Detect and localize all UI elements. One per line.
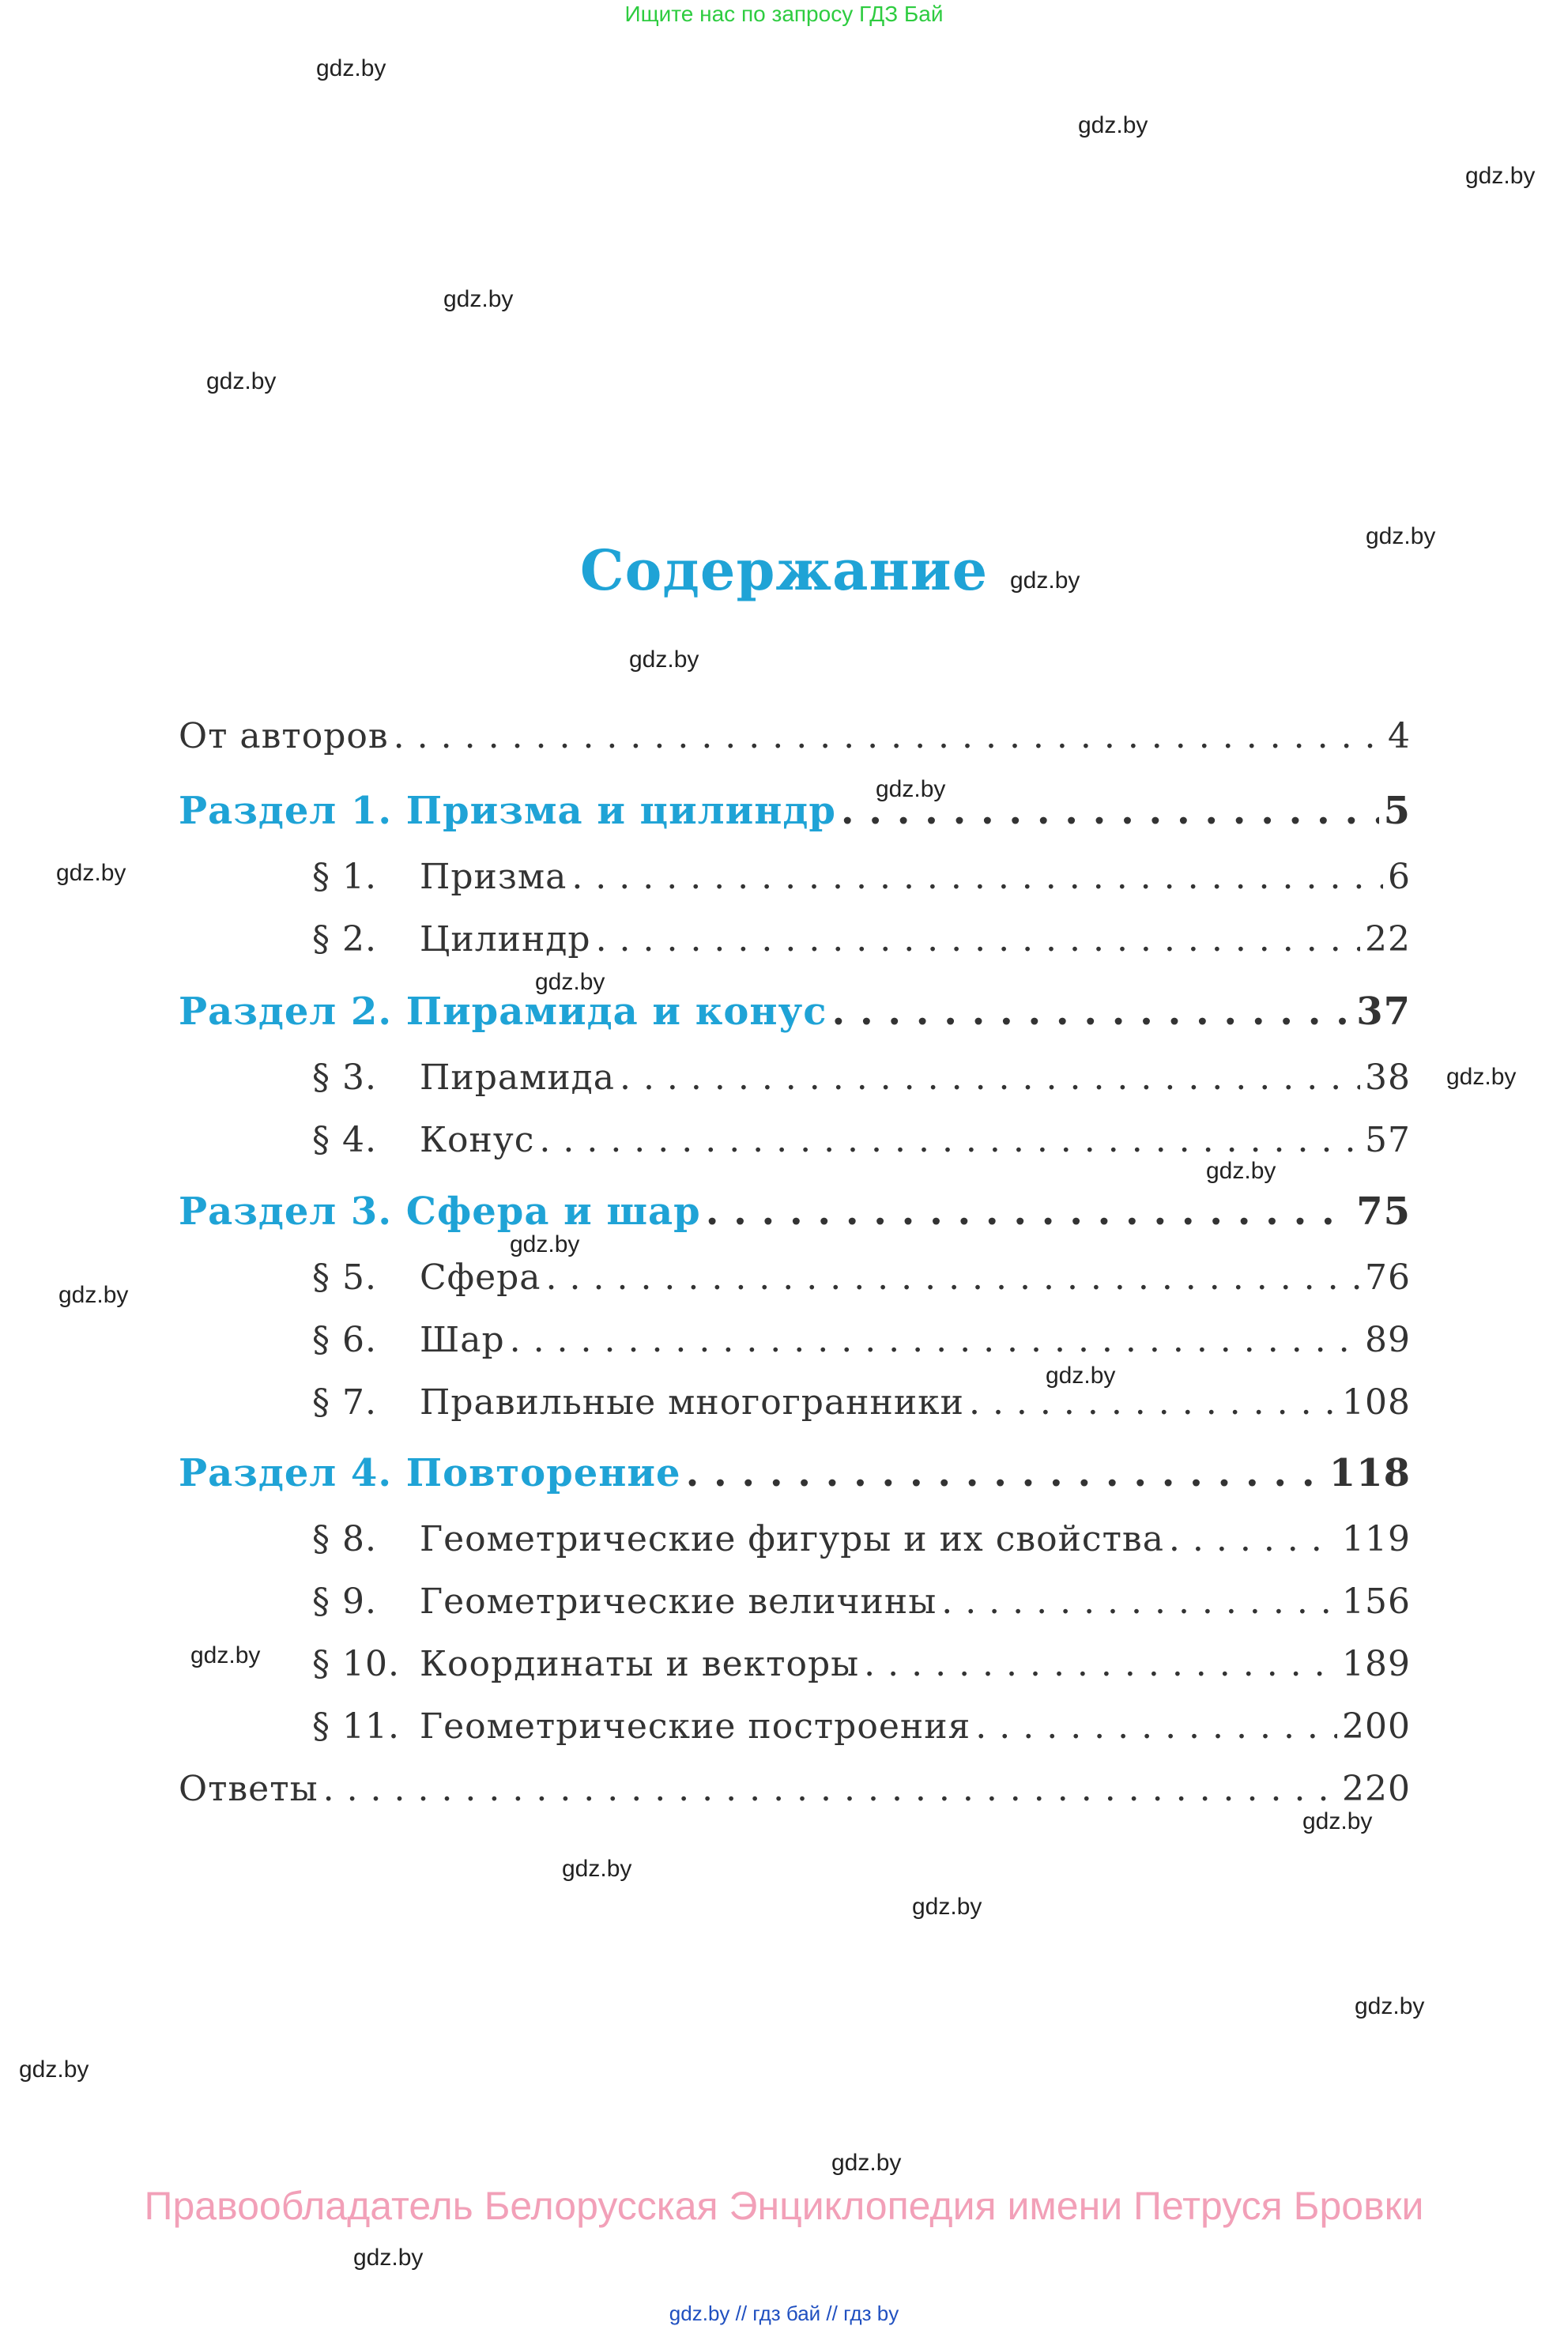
section-title: Раздел 3. Сфера и шар	[179, 1189, 701, 1234]
watermark: gdz.by	[353, 2245, 424, 2271]
watermark: gdz.by	[316, 55, 386, 81]
watermark: gdz.by	[58, 1282, 129, 1308]
section-title: Раздел 2. Пирамида и конус	[179, 990, 827, 1034]
toc-entry-from-authors[interactable]	[179, 716, 1411, 756]
watermark: gdz.by	[1355, 1993, 1425, 2019]
leader-dots	[510, 1323, 1360, 1358]
paragraph-number: § 6.	[312, 1320, 377, 1360]
leader-dots	[832, 993, 1352, 1031]
watermark: gdz.by	[876, 776, 946, 802]
toc-entry-paragraph-1[interactable]	[312, 857, 1411, 897]
watermark: gdz.by	[510, 1231, 580, 1257]
watermark: gdz.by	[562, 1856, 632, 1882]
leader-dots	[1169, 1522, 1337, 1557]
toc-page-number: 200	[1342, 1706, 1411, 1747]
toc-page-number: 6	[1388, 857, 1411, 897]
toc-entry-paragraph-4[interactable]	[312, 1120, 1411, 1160]
watermark: gdz.by	[19, 2056, 89, 2083]
toc-page-number: 119	[1342, 1519, 1411, 1559]
leader-dots	[394, 719, 1383, 754]
toc-entry-answers[interactable]	[179, 1769, 1411, 1809]
toc-entry-label: Цилиндр	[420, 919, 591, 959]
watermark: gdz.by	[1010, 567, 1080, 594]
toc-entry-label: Геометрические величины	[420, 1581, 937, 1622]
toc-entry-label: Координаты и векторы	[420, 1644, 860, 1684]
toc-section-3[interactable]	[179, 1189, 1411, 1234]
toc-entry-paragraph-6[interactable]	[312, 1320, 1411, 1360]
leader-dots	[539, 1123, 1360, 1158]
toc-entry-label: Сфера	[420, 1257, 541, 1298]
toc-entry-paragraph-8[interactable]	[312, 1519, 1411, 1559]
toc-page-number: 57	[1365, 1120, 1411, 1160]
paragraph-number: § 7.	[312, 1382, 377, 1423]
leader-dots	[571, 860, 1383, 895]
paragraph-number: § 1.	[312, 857, 377, 897]
watermark: gdz.by	[443, 286, 514, 312]
toc-entry-paragraph-11[interactable]	[312, 1706, 1411, 1747]
toc-page-number: 156	[1342, 1581, 1411, 1622]
leader-dots	[941, 1585, 1337, 1619]
toc-page-number: 22	[1365, 919, 1411, 959]
copyright-notice: Правообладатель Белорусская Энциклопедия имени Петруся Бровки	[144, 2184, 1424, 2228]
watermark: gdz.by	[1206, 1158, 1276, 1184]
toc-section-2[interactable]	[179, 990, 1411, 1034]
search-banner[interactable]: Ищите нас по запросу ГДЗ Бай	[624, 2, 944, 26]
toc-entry-label: От авторов	[179, 716, 389, 756]
toc-entry-paragraph-10[interactable]	[312, 1644, 1411, 1684]
paragraph-number: § 4.	[312, 1120, 377, 1160]
toc-entry-label: Пирамида	[420, 1057, 615, 1098]
toc-entry-paragraph-3[interactable]	[312, 1057, 1411, 1098]
watermark: gdz.by	[1302, 1808, 1373, 1834]
footer-links[interactable]: gdz.by // гдз бай // гдз by	[669, 2301, 899, 2325]
toc-page-number: 76	[1365, 1257, 1411, 1298]
leader-dots	[596, 922, 1360, 957]
section-title: Раздел 4. Повторение	[179, 1451, 681, 1495]
toc-page-number: 5	[1383, 789, 1411, 833]
watermark: gdz.by	[831, 2150, 902, 2176]
paragraph-number: § 11.	[312, 1706, 400, 1747]
toc-page-number: 75	[1356, 1189, 1411, 1234]
toc-entry-label: Призма	[420, 857, 567, 897]
toc-page-number: 189	[1342, 1644, 1411, 1684]
toc-entry-label: Конус	[420, 1120, 535, 1160]
watermark: gdz.by	[1465, 163, 1536, 189]
toc-entry-paragraph-5[interactable]	[312, 1257, 1411, 1298]
paragraph-number: § 5.	[312, 1257, 377, 1298]
paragraph-number: § 2.	[312, 919, 377, 959]
section-title: Раздел 1. Призма и цилиндр	[179, 789, 836, 833]
watermark: gdz.by	[1078, 112, 1148, 138]
watermark: gdz.by	[190, 1642, 261, 1668]
toc-page-number: 37	[1356, 990, 1411, 1034]
leader-dots	[686, 1454, 1325, 1492]
paragraph-number: § 8.	[312, 1519, 377, 1559]
watermark: gdz.by	[56, 860, 126, 886]
toc-page-number: 4	[1388, 716, 1411, 756]
toc-page-number: 89	[1365, 1320, 1411, 1360]
page-title: Содержание	[579, 537, 989, 603]
watermark: gdz.by	[629, 647, 699, 673]
leader-dots	[969, 1385, 1337, 1420]
leader-dots	[841, 792, 1379, 830]
leader-dots	[864, 1647, 1337, 1682]
watermark: gdz.by	[1046, 1363, 1116, 1389]
paragraph-number: § 10.	[312, 1644, 400, 1684]
toc-entry-label: Правильные многогранники	[420, 1382, 964, 1423]
toc-entry-paragraph-7[interactable]	[312, 1382, 1411, 1423]
watermark: gdz.by	[912, 1894, 982, 1920]
watermark: gdz.by	[535, 969, 605, 995]
leader-dots	[706, 1193, 1352, 1231]
toc-section-4[interactable]	[179, 1451, 1411, 1495]
toc-entry-label: Ответы	[179, 1769, 318, 1809]
paragraph-number: § 3.	[312, 1057, 377, 1098]
toc-page-number: 38	[1365, 1057, 1411, 1098]
toc-page-number: 220	[1342, 1769, 1411, 1809]
toc-entry-label: Геометрические фигуры и их свойства	[420, 1519, 1164, 1559]
toc-entry-label: Шар	[420, 1320, 505, 1360]
toc-entry-paragraph-9[interactable]	[312, 1581, 1411, 1622]
toc-entry-label: Геометрические построения	[420, 1706, 971, 1747]
paragraph-number: § 9.	[312, 1581, 377, 1622]
watermark: gdz.by	[1366, 523, 1436, 549]
watermark: gdz.by	[1446, 1064, 1517, 1090]
toc-page-number: 118	[1329, 1451, 1411, 1495]
leader-dots	[975, 1710, 1337, 1744]
watermark: gdz.by	[206, 368, 277, 394]
leader-dots	[620, 1061, 1360, 1095]
leader-dots	[323, 1772, 1337, 1807]
toc-page-number: 108	[1342, 1382, 1411, 1423]
leader-dots	[546, 1261, 1360, 1295]
toc-entry-paragraph-2[interactable]	[312, 919, 1411, 959]
